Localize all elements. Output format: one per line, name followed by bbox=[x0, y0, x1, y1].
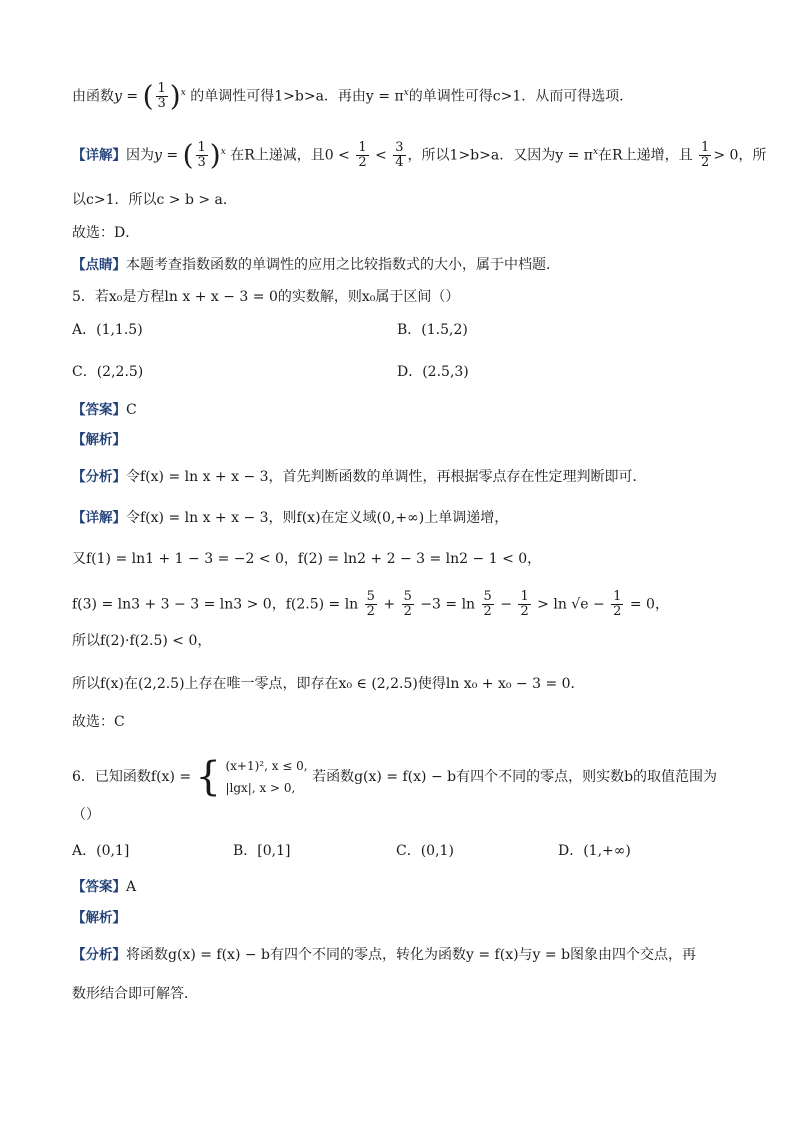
q5-option-a: A．(1,1.5) bbox=[72, 322, 143, 338]
question-6 bbox=[72, 755, 717, 799]
text: 的单调性可得1>b>a．再由y = π bbox=[190, 88, 404, 105]
text: > ln √e − bbox=[537, 596, 605, 613]
text: f(3) = ln3 + 3 − 3 = ln3 > 0，f(2.5) = ln bbox=[72, 596, 359, 613]
solution-tag-6: 【解析】 bbox=[72, 910, 126, 926]
q6-option-c: C．(0,1) bbox=[396, 843, 454, 859]
fraction-one-third: $\frac{1}{3}$ bbox=[197, 140, 206, 170]
text: 令f(x) = ln x + x − 3，首先判断函数的单调性，再根据零点存在性定理判断即可． bbox=[126, 469, 647, 485]
text: A bbox=[126, 879, 137, 895]
text: 本题考查指数函数的单调性的应用之比较指数式的大小，属于中档题． bbox=[126, 257, 560, 273]
fraction-one-half: $\frac{1}{2}$ bbox=[520, 589, 529, 619]
analysis-6 bbox=[72, 945, 696, 965]
q5-option-c: C．(2,2.5) bbox=[72, 364, 144, 380]
detail-tag: 【详解】 bbox=[72, 510, 126, 526]
answer-6 bbox=[72, 877, 136, 897]
detail-5-line-5: 所以f(x)在(2,2.5)上存在唯一零点，即存在x₀ ∈ (2,2.5)使得ln x₀ + x₀ − 3 = 0． bbox=[72, 676, 585, 692]
fraction-one-half: $\frac{1}{2}$ bbox=[358, 140, 367, 170]
choice-line: 故选：D． bbox=[72, 225, 140, 241]
analysis-tag: 【分析】 bbox=[72, 469, 126, 485]
detail-5-line-4: 所以f(2)·f(2.5) < 0， bbox=[72, 633, 212, 649]
detail-5 bbox=[72, 508, 508, 528]
q6-option-a: A．(0,1] bbox=[72, 843, 130, 859]
text: 6．已知函数f(x) = bbox=[72, 769, 192, 785]
text: C bbox=[126, 402, 137, 418]
choice-line-5: 故选：C bbox=[72, 714, 125, 730]
comment-tag: 【点睛】 bbox=[72, 257, 126, 273]
q6-option-b: B．[0,1] bbox=[233, 843, 291, 859]
text: < bbox=[375, 147, 387, 164]
fraction-five-halves: $\frac{5}{2}$ bbox=[366, 589, 375, 619]
q5-option-b: B．(1.5,2) bbox=[397, 322, 468, 338]
answer-5 bbox=[72, 400, 137, 420]
fraction-three-quarters: $\frac{3}{4}$ bbox=[395, 140, 404, 170]
text: −3 = ln bbox=[420, 596, 476, 613]
text: > 0，所 bbox=[713, 147, 767, 164]
detail-5-line-2: 又f(1) = ln1 + 1 − 3 = −2 < 0，f(2) = ln2 + 2 − 3 = ln2 − 1 < 0， bbox=[72, 551, 542, 567]
analysis-5 bbox=[72, 467, 647, 487]
q5-option-d: D．(2.5,3) bbox=[397, 364, 469, 380]
text: 在R上递增，且 bbox=[598, 147, 693, 164]
text: 在R上递减，且0 < bbox=[230, 147, 350, 164]
text: ，所以1>b>a．又因为y = π bbox=[407, 147, 593, 164]
question-6-paren: （） bbox=[72, 807, 100, 823]
fraction-five-halves: $\frac{5}{2}$ bbox=[403, 589, 412, 619]
detail-5-line-3: f(3) = ln3 + 3 − 3 = ln3 > 0，f(2.5) = ln $\frac{5}{2}$ + $\frac{5}{2}$ −3 = ln $\frac{5}{2}$ − $\frac{1}{2}$ > ln √e − $\frac{1}{2}$ = 0， bbox=[72, 589, 669, 619]
analysis-line-1: 由函数y = ( $\frac{1}{3}$ )$^x$ 的单调性可得1>b>a．再由$y = \pi^x$的单调性可得c>1．从而可得选项． bbox=[72, 79, 634, 113]
detail-line-2: 【详解】因为y = ( $\frac{1}{3}$ )$^x$ 在R上递减，且0 < $\frac{1}{2}$ < $\frac{3}{4}$ ，所以1>b>a．又因为$y = \pi^x$在R上递增，且 $\frac{1}{2}$ > 0，所 bbox=[72, 138, 767, 172]
fraction-five-halves: $\frac{5}{2}$ bbox=[483, 589, 492, 619]
text: 的单调性可得c>1．从而可得选项． bbox=[408, 88, 634, 105]
text: 将函数g(x) = f(x) − b有四个不同的零点，转化为函数y = f(x)与y = b图象由四个交点，再 bbox=[126, 947, 697, 963]
q6-option-d: D．(1,+∞) bbox=[558, 843, 631, 859]
fraction-one-half: $\frac{1}{2}$ bbox=[701, 140, 710, 170]
detail-line-3: 以c>1．所以c > b > a． bbox=[72, 192, 237, 208]
analysis-tag: 【分析】 bbox=[72, 947, 126, 963]
text: 若函数g(x) = f(x) − b有四个不同的零点，则实数b的取值范围为 bbox=[312, 769, 718, 785]
case-2: |lgx|, x > 0, bbox=[225, 781, 296, 795]
answer-tag: 【答案】 bbox=[72, 879, 126, 895]
piecewise-function: { (x+1)², x ≤ 0, |lgx|, x > 0, bbox=[195, 754, 308, 800]
text: 由函数 bbox=[72, 88, 114, 105]
text: 因为 bbox=[126, 147, 154, 164]
text: 令f(x) = ln x + x − 3，则f(x)在定义域(0,+∞)上单调递增， bbox=[126, 510, 509, 526]
answer-tag: 【答案】 bbox=[72, 402, 126, 418]
text: = 0， bbox=[629, 596, 669, 613]
fraction-one-half: $\frac{1}{2}$ bbox=[613, 589, 622, 619]
question-5: 5．若x₀是方程ln x + x − 3 = 0的实数解，则x₀属于区间（） bbox=[72, 289, 460, 305]
detail-tag: 【详解】 bbox=[72, 147, 126, 164]
case-1: (x+1)², x ≤ 0, bbox=[225, 759, 308, 773]
analysis-6-line-2: 数形结合即可解答． bbox=[72, 986, 198, 1002]
comment-line bbox=[72, 255, 560, 275]
fraction-one-third: $\frac{1}{3}$ bbox=[157, 81, 166, 111]
solution-tag-5: 【解析】 bbox=[72, 432, 126, 448]
